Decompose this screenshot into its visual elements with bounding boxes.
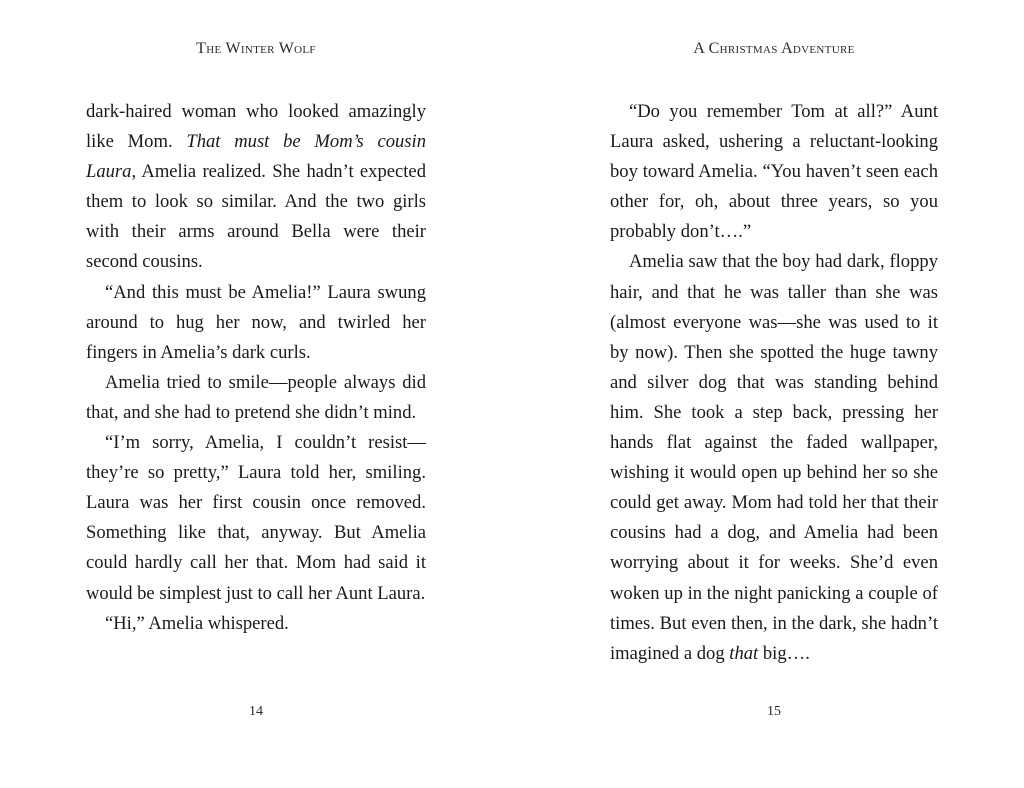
- text-run: dark-haired woman who looked amazingly like Mom.: [86, 101, 426, 153]
- text-run: big….: [758, 642, 810, 664]
- text-run: “And this must be Amelia!” Laura swung around to hug her now, and twirled her fingers in Amelia’s dark curls.: [86, 281, 426, 363]
- page-number: 14: [249, 704, 263, 719]
- running-head-chapter-title: A Christmas Adventure: [693, 40, 855, 57]
- running-head-book-title: The Winter Wolf: [196, 40, 316, 57]
- paragraph: [86, 428, 426, 609]
- left-page: [86, 0, 426, 788]
- text-run: “Do you remember Tom at all?” Aunt Laura asked, ushering a reluctant-looking boy toward Amelia. “You haven’t seen each other for, oh, about three years, so you probably don’t….”: [610, 101, 938, 243]
- italic-text: That must be Mom’s cousin Laura,: [86, 131, 426, 183]
- right-page: [610, 0, 938, 788]
- italic-text: that: [729, 642, 759, 664]
- paragraph: [610, 97, 938, 247]
- paragraph: [86, 368, 426, 428]
- paragraph: [86, 609, 426, 639]
- paragraph: [86, 278, 426, 368]
- text-run: Amelia realized. She hadn’t expected them to look so similar. And the two girls with their arms around Bella were their second cousins.: [86, 161, 426, 273]
- text-run: “I’m sorry, Amelia, I couldn’t resist—they’re so pretty,” Laura told her, smiling. Laura was her first cousin once removed. Something like that, anyway. But Amelia could hardly call her that. Mom had said it would be simplest just to call her Aunt Laura.: [86, 432, 426, 604]
- text-run: Amelia saw that the boy had dark, floppy hair, and that he was taller than she was (almost everyone was—she was used to it by now). Then she spotted the huge tawny and silver dog that was standing behind him. She took a step back, pressing her hands flat against the faded wallpaper, wishing it would open up behind her so she could get away. Mom had told her that their cousins had a dog, and Amelia had been worrying about it for weeks. She’d even woken up in the night panicking a couple of times. But even then, in the dark, she hadn’t imagined a dog: [610, 251, 938, 664]
- text-run: Amelia tried to smile—people always did that, and she had to pretend she didn’t mind.: [86, 371, 426, 423]
- paragraph: [86, 97, 426, 278]
- page-body-text: [610, 97, 938, 669]
- page-number: 15: [767, 704, 781, 719]
- paragraph: [610, 247, 938, 668]
- page-body-text: [86, 97, 426, 639]
- text-run: “Hi,” Amelia whispered.: [105, 612, 289, 634]
